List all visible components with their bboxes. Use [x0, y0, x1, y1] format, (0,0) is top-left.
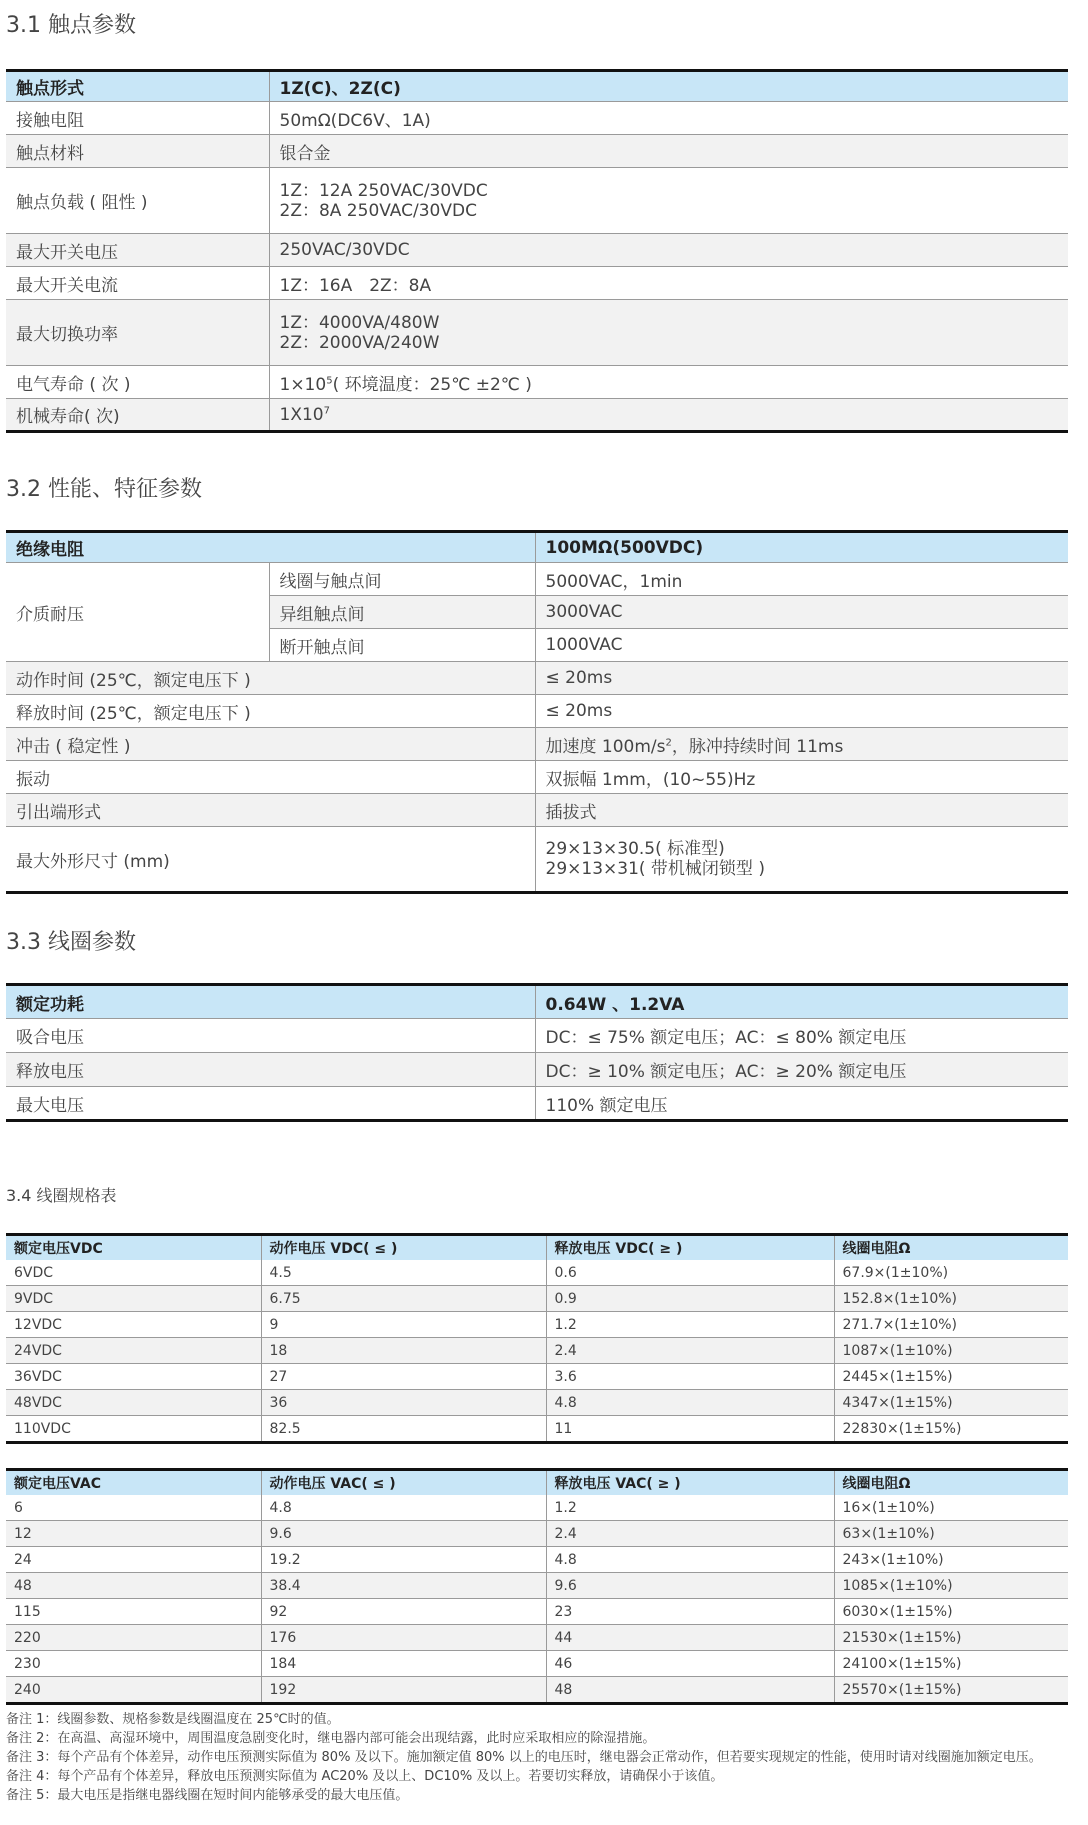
- row-value: 1000VAC: [535, 629, 1068, 662]
- row-label: 振动: [6, 761, 535, 794]
- table-cell: 24: [6, 1547, 261, 1573]
- value-exponent: 7: [323, 404, 330, 416]
- table-cell: 1.2: [546, 1312, 834, 1338]
- row-value-line: 1Z：4000VA/480W: [279, 312, 440, 333]
- table-row: [6, 1495, 1068, 1521]
- table-cell: 11: [546, 1416, 834, 1443]
- table-cell: 24VDC: [6, 1338, 261, 1364]
- table-row: [6, 1521, 1068, 1547]
- row-label: 最大切换功率: [6, 300, 269, 366]
- row-label: 最大开关电压: [6, 234, 269, 267]
- table-row: [6, 827, 1068, 893]
- note-line: 备注 2：在高温、高湿环境中，周围温度急剧变化时，继电器内部可能会出现结露，此时应采取相应的除湿措施。: [6, 1731, 656, 1746]
- row-label: 释放电压: [6, 1053, 535, 1087]
- table-cell: 22830×(1±15%): [842, 1420, 962, 1437]
- table-cell: 46: [546, 1651, 834, 1677]
- table-cell: 3.6: [546, 1364, 834, 1390]
- table-cell: 67.9×(1±10%): [834, 1260, 1068, 1286]
- table-cell: 1087×(1±10%): [834, 1338, 1068, 1364]
- table-cell: 4.8: [261, 1495, 546, 1521]
- table-row: [6, 168, 1068, 234]
- table-header-row: [6, 985, 1068, 1019]
- row-value: ≤ 20ms: [535, 662, 1068, 695]
- table-cell: 271.7×(1±10%): [834, 1312, 1068, 1338]
- row-label: 吸合电压: [6, 1019, 535, 1053]
- row-value-line: 2Z：8A 250VAC/30VDC: [279, 200, 477, 221]
- section-title-contact: 3.1 触点参数: [6, 13, 136, 38]
- table-row: [6, 1625, 1068, 1651]
- performance-params-table: [6, 530, 1068, 894]
- row-label: 释放时间 (25℃，额定电压下 ): [6, 695, 535, 728]
- table-row: [6, 1338, 1068, 1364]
- header-value: 1Z(C)、2Z(C): [269, 71, 1068, 102]
- value-exponent: 2: [665, 736, 672, 748]
- table-row: [6, 761, 1068, 794]
- column-header: 线圈电阻Ω: [834, 1235, 1068, 1261]
- table-cell: 44: [546, 1625, 834, 1651]
- value-base: 1×10: [279, 374, 327, 395]
- table-row: [6, 1260, 1068, 1286]
- table-row: [6, 1390, 1068, 1416]
- table-row: [6, 563, 1068, 596]
- table-cell: 6VDC: [6, 1260, 261, 1286]
- table-row: [6, 102, 1068, 135]
- column-header: 额定电压VAC: [6, 1470, 261, 1496]
- table-cell: 6: [6, 1495, 261, 1521]
- row-value-line: 29×13×30.5( 标准型): [545, 839, 725, 859]
- column-header: 线圈电阻Ω: [834, 1470, 1068, 1496]
- row-sublabel: 异组触点间: [269, 596, 535, 629]
- table-cell: 0.9: [546, 1286, 834, 1312]
- table-cell: 176: [261, 1625, 546, 1651]
- row-value: 1Z：16A 2Z：8A: [269, 267, 1068, 300]
- row-value: DC：≤ 75% 额定电压；AC：≤ 80% 额定电压: [535, 1019, 1068, 1053]
- table-row: [6, 399, 1068, 432]
- notes-block: [6, 1710, 1082, 1805]
- table-row: [6, 234, 1068, 267]
- table-cell: 36: [261, 1390, 546, 1416]
- row-value: 110% 额定电压: [545, 1095, 668, 1116]
- table-cell: 220: [6, 1625, 261, 1651]
- column-header: 释放电压 VAC( ≥ ): [546, 1470, 834, 1496]
- row-value: 5000VAC，1min: [535, 563, 1068, 596]
- table-cell: 16×(1±10%): [834, 1495, 1068, 1521]
- row-label: 动作时间 (25℃，额定电压下 ): [6, 662, 535, 695]
- row-sublabel: 断开触点间: [269, 629, 535, 662]
- table-cell: 36VDC: [6, 1364, 261, 1390]
- row-sublabel: 线圈与触点间: [269, 563, 535, 596]
- table-cell: 63×(1±10%): [834, 1521, 1068, 1547]
- table-cell: 25570×(1±15%): [834, 1677, 1068, 1704]
- table-cell: 4.8: [546, 1390, 834, 1416]
- table-row: [6, 1599, 1068, 1625]
- header-label: 额定功耗: [6, 985, 535, 1019]
- table-cell: 4.5: [261, 1260, 546, 1286]
- table-cell: 1085×(1±10%): [834, 1573, 1068, 1599]
- table-cell: 6.75: [261, 1286, 546, 1312]
- dc-table-body: [6, 1260, 1068, 1443]
- row-value: 双振幅 1mm，(10~55)Hz: [535, 761, 1068, 794]
- table-cell: 24100×(1±15%): [834, 1651, 1068, 1677]
- table-row: [6, 695, 1068, 728]
- row-label: 触点负载 ( 阻性 ): [6, 168, 269, 234]
- table-cell: 19.2: [261, 1547, 546, 1573]
- note-line: 备注 4：每个产品有个体差异，释放电压预测实际值为 AC20% 及以上、DC10% 及以上。若要切实释放，请确保小于该值。: [6, 1769, 724, 1784]
- note-line: 备注 3：每个产品有个体差异，动作电压预测实际值为 80% 及以下。施加额定值 80% 以上的电压时，继电器会正常动作，但若要实现规定的性能，使用时请对线圈施加额定电压。: [6, 1750, 1042, 1765]
- section-title-performance: 3.2 性能、特征参数: [6, 477, 202, 502]
- table-cell: 2.4: [546, 1521, 834, 1547]
- table-cell: 4.8: [546, 1547, 834, 1573]
- table-row: [6, 1547, 1068, 1573]
- value-suffix: ，脉冲持续时间 11ms: [671, 736, 844, 757]
- row-label: 触点材料: [6, 135, 269, 168]
- table-row: [6, 366, 1068, 399]
- table-row: [6, 662, 1068, 695]
- row-value: [269, 366, 1068, 399]
- table-cell: 23: [546, 1599, 834, 1625]
- table-row: [6, 1087, 1068, 1121]
- table-cell: 9.6: [546, 1573, 834, 1599]
- row-value: 银合金: [269, 135, 1068, 168]
- table-cell: 12VDC: [6, 1312, 261, 1338]
- row-label: 接触电阻: [6, 102, 269, 135]
- table-row: [6, 1286, 1068, 1312]
- row-value: 50mΩ(DC6V、1A): [269, 102, 1068, 135]
- ac-coil-spec-table: [6, 1468, 1068, 1705]
- table-cell: 38.4: [261, 1573, 546, 1599]
- table-cell: 230: [6, 1651, 261, 1677]
- row-label: 最大电压: [6, 1087, 535, 1121]
- dc-coil-spec-table: [6, 1233, 1068, 1444]
- table-header-row: [6, 532, 1068, 563]
- header-label: 触点形式: [6, 71, 269, 102]
- row-value: [269, 300, 1068, 366]
- table-cell: 9.6: [261, 1521, 546, 1547]
- table-row: [6, 1416, 1068, 1443]
- row-value: [269, 399, 1068, 432]
- row-value-line: 29×13×31( 带机械闭锁型 ): [545, 859, 765, 879]
- ac-table-body: [6, 1495, 1068, 1704]
- table-cell: 9VDC: [6, 1286, 261, 1312]
- row-value: [269, 168, 1068, 234]
- table-cell: 240: [6, 1677, 261, 1704]
- table-cell: 184: [261, 1651, 546, 1677]
- section-title-coil: 3.3 线圈参数: [6, 930, 136, 955]
- value-exponent: 5: [326, 374, 333, 386]
- column-header: 释放电压 VDC( ≥ ): [546, 1235, 834, 1261]
- row-value: [535, 827, 1068, 893]
- row-label: 冲击 ( 稳定性 ): [6, 728, 535, 761]
- table-row: [6, 1677, 1068, 1704]
- row-label: 最大开关电流: [6, 267, 269, 300]
- section-title-coil-spec: 3.4 线圈规格表: [6, 1186, 117, 1205]
- note-line: 备注 5：最大电压是指继电器线圈在短时间内能够承受的最大电压值。: [6, 1788, 409, 1803]
- table-cell: 48: [546, 1677, 834, 1704]
- table-cell: 2.4: [546, 1338, 834, 1364]
- table-row: [6, 1651, 1068, 1677]
- table-cell: 243×(1±10%): [834, 1547, 1068, 1573]
- table-row: [6, 794, 1068, 827]
- row-value: 插拔式: [535, 794, 1068, 827]
- row-value: ≤ 20ms: [535, 695, 1068, 728]
- table-row: [6, 1312, 1068, 1338]
- header-value: 100MΩ(500VDC): [535, 532, 1068, 563]
- table-header-row: [6, 71, 1068, 102]
- header-label: 绝缘电阻: [6, 532, 535, 563]
- note-line: 备注 1：线圈参数、规格参数是线圈温度在 25℃时的值。: [6, 1712, 340, 1727]
- column-header: 动作电压 VDC( ≤ ): [261, 1235, 546, 1261]
- table-row: [6, 1573, 1068, 1599]
- contact-params-table: [6, 69, 1068, 433]
- table-cell: 9: [261, 1312, 546, 1338]
- row-value: 250VAC/30VDC: [269, 234, 1068, 267]
- table-cell: 92: [261, 1599, 546, 1625]
- table-row: [6, 267, 1068, 300]
- table-cell: 82.5: [261, 1416, 546, 1443]
- table-row: [6, 135, 1068, 168]
- table-header-row: [6, 1470, 1068, 1496]
- header-value: 0.64W 、1.2VA: [535, 985, 1068, 1019]
- table-cell: 18: [261, 1338, 546, 1364]
- coil-params-table: [6, 983, 1068, 1122]
- table-cell: 4347×(1±15%): [834, 1390, 1068, 1416]
- table-row: [6, 1019, 1068, 1053]
- table-cell: 48: [6, 1573, 261, 1599]
- value-base: 1X10: [279, 404, 324, 425]
- column-header: 额定电压VDC: [6, 1235, 261, 1261]
- table-cell: 6030×(1±15%): [834, 1599, 1068, 1625]
- row-value: DC：≥ 10% 额定电压；AC：≥ 20% 额定电压: [535, 1053, 1068, 1087]
- row-label: 最大外形尺寸 (mm): [6, 827, 535, 893]
- table-cell: 27: [261, 1364, 546, 1390]
- table-cell: 152.8×(1±10%): [834, 1286, 1068, 1312]
- table-row: [6, 300, 1068, 366]
- table-cell: 2445×(1±15%): [834, 1364, 1068, 1390]
- value-suffix: ( 环境温度：25℃ ±2℃ ): [332, 374, 532, 395]
- row-label: 引出端形式: [6, 794, 535, 827]
- table-cell: 110VDC: [6, 1416, 261, 1443]
- row-label: 介质耐压: [6, 563, 269, 662]
- row-label: 机械寿命( 次): [6, 399, 269, 432]
- table-row: [6, 1053, 1068, 1087]
- column-header: 动作电压 VAC( ≤ ): [261, 1470, 546, 1496]
- row-value: [535, 728, 1068, 761]
- table-cell: 115: [6, 1599, 261, 1625]
- row-value-line: 1Z：12A 250VAC/30VDC: [279, 180, 488, 201]
- table-cell: 12: [6, 1521, 261, 1547]
- table-row: [6, 728, 1068, 761]
- row-value: 3000VAC: [535, 596, 1068, 629]
- row-value-line: 2Z：2000VA/240W: [279, 332, 440, 353]
- table-header-row: [6, 1235, 1068, 1261]
- table-cell: 192: [261, 1677, 546, 1704]
- value-base: 加速度 100m/s: [545, 736, 666, 757]
- row-label: 电气寿命 ( 次 ): [6, 366, 269, 399]
- table-cell: 0.6: [546, 1260, 834, 1286]
- table-cell: 48VDC: [6, 1390, 261, 1416]
- table-cell: 1.2: [546, 1495, 834, 1521]
- table-row: [6, 1364, 1068, 1390]
- table-cell: 21530×(1±15%): [834, 1625, 1068, 1651]
